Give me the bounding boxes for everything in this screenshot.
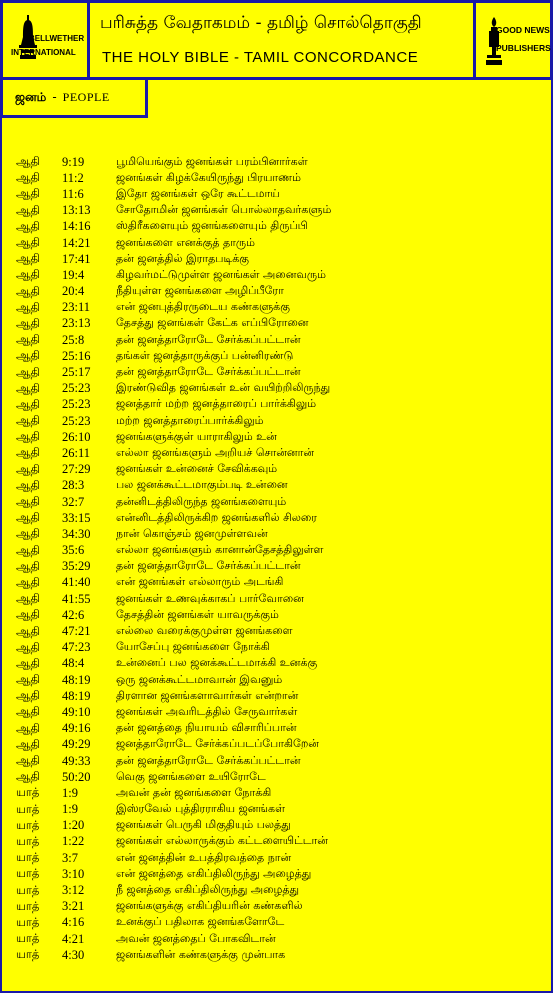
entry-book: ஆதி bbox=[16, 591, 40, 606]
entry-text: ஜனங்கள் பெருகி மிகுதியும் பலத்து bbox=[116, 818, 291, 832]
entry-text: உன்னைப் பல ஜனக்கூட்டமாக்கி உனக்கு bbox=[116, 656, 318, 670]
list-item bbox=[16, 688, 331, 704]
entry-text: ஜனங்கள் உணவுக்காகப் பார்வோனை bbox=[116, 591, 304, 605]
entry-text: ஜனங்கள் அவரிடத்தில் சேருவார்கள் bbox=[116, 704, 298, 718]
entry-reference: 32:7 bbox=[62, 494, 85, 509]
entry-text: ஜனத்தாரோடே சேர்க்கப்படப்போகிறேன் bbox=[116, 737, 319, 751]
entry-book: ஆதி bbox=[16, 315, 40, 330]
list-item bbox=[16, 899, 331, 915]
list-item bbox=[16, 219, 331, 235]
entry-reference: 4:30 bbox=[62, 947, 85, 962]
entry-reference: 3:12 bbox=[62, 883, 85, 898]
entry-reference: 48:4 bbox=[62, 656, 85, 671]
entry-book: ஆதி bbox=[16, 267, 40, 282]
entry-reference: 50:20 bbox=[62, 769, 91, 784]
list-item bbox=[16, 850, 331, 866]
list-item bbox=[16, 170, 331, 186]
entry-book: ஆதி bbox=[16, 688, 40, 703]
list-item bbox=[16, 526, 331, 542]
entry-book: யாத் bbox=[16, 850, 40, 865]
entry-book: ஆதி bbox=[16, 736, 40, 751]
section-separator: - bbox=[52, 90, 57, 104]
entry-reference: 19:4 bbox=[62, 267, 85, 282]
logo-text-line1: GOOD NEWS bbox=[496, 25, 550, 35]
entry-reference: 41:40 bbox=[62, 575, 91, 590]
list-item bbox=[16, 785, 331, 801]
entry-reference: 23:13 bbox=[62, 316, 91, 331]
title-english: THE HOLY BIBLE - TAMIL CONCORDANCE bbox=[102, 49, 419, 66]
entry-reference: 41:55 bbox=[62, 591, 91, 606]
entry-text: தேசத்து ஜனங்கள் கேட்க எப்பிரோனை bbox=[116, 316, 309, 330]
entry-reference: 14:16 bbox=[62, 219, 91, 234]
entry-book: ஆதி bbox=[16, 526, 40, 541]
entry-book: ஆதி bbox=[16, 235, 40, 250]
entry-reference: 48:19 bbox=[62, 688, 91, 703]
entry-book: யாத் bbox=[16, 817, 40, 832]
entry-book: ஆதி bbox=[16, 704, 40, 719]
list-item bbox=[16, 381, 331, 397]
entry-reference: 49:33 bbox=[62, 753, 91, 768]
entry-text: தன் ஜனத்தாரோடே சேர்க்கப்பட்டான் bbox=[116, 559, 301, 573]
entry-book: ஆதி bbox=[16, 477, 40, 492]
section-header bbox=[0, 77, 148, 118]
logo-text-line2: PUBLISHERS bbox=[496, 43, 551, 53]
list-item bbox=[16, 931, 331, 947]
entry-text: என் ஜனத்தை எகிப்திலிருந்து அழைத்து bbox=[116, 866, 312, 880]
section-word-english: PEOPLE bbox=[62, 90, 110, 104]
entry-book: ஆதி bbox=[16, 574, 40, 589]
entry-book: ஆதி bbox=[16, 720, 40, 735]
list-item bbox=[16, 737, 331, 753]
section-title bbox=[15, 90, 110, 106]
entry-text: தன் ஜனத்தில் இராதபடிக்கு bbox=[116, 251, 249, 265]
list-item bbox=[16, 882, 331, 898]
entry-text: ஜனங்களை எனக்குத் தாரும் bbox=[116, 235, 255, 249]
list-item bbox=[16, 494, 331, 510]
entry-reference: 11:2 bbox=[62, 170, 84, 185]
list-item bbox=[16, 802, 331, 818]
entry-book: ஆதி bbox=[16, 202, 40, 217]
list-item bbox=[16, 591, 331, 607]
entry-reference: 28:3 bbox=[62, 478, 85, 493]
list-item bbox=[16, 332, 331, 348]
list-item bbox=[16, 721, 331, 737]
entry-reference: 48:19 bbox=[62, 672, 91, 687]
entry-text: ஜனங்களின் கண்களுக்கு முன்பாக bbox=[116, 947, 286, 961]
entry-reference: 11:6 bbox=[62, 186, 84, 201]
entry-reference: 1:9 bbox=[62, 785, 78, 800]
entry-text: எல்லா ஜனங்களும் கானான்தேசத்திலுள்ள bbox=[116, 543, 324, 557]
list-item bbox=[16, 445, 331, 461]
list-item bbox=[16, 769, 331, 785]
entry-reference: 26:11 bbox=[62, 445, 91, 460]
entry-reference: 27:29 bbox=[62, 462, 91, 477]
entry-text: என் ஜனத்தின் உபத்திரவத்தை நான் bbox=[116, 850, 292, 864]
entry-text: உனக்குப் பதிலாக ஜனங்களோடே bbox=[116, 915, 285, 929]
entry-book: யாத் bbox=[16, 882, 40, 897]
entry-text: திரளான ஜனங்களாவார்கள் என்றான் bbox=[116, 688, 299, 702]
entry-text: மற்ற ஜனத்தாரைப்பார்க்கிலும் bbox=[116, 413, 264, 427]
entry-reference: 3:10 bbox=[62, 866, 85, 881]
entry-text: தன்னிடத்திலிருந்த ஜனங்களையும் bbox=[116, 494, 287, 508]
entry-reference: 25:16 bbox=[62, 348, 91, 363]
entry-text: தேசத்தின் ஜனங்கள் யாவருக்கும் bbox=[116, 607, 279, 621]
entry-text: ஜனத்தார் மற்ற ஜனத்தாரைப் பார்க்கிலும் bbox=[116, 397, 317, 411]
entry-text: தங்கள் ஜனத்தாருக்குப் பன்னிரண்டு bbox=[116, 348, 294, 362]
list-item bbox=[16, 704, 331, 720]
list-item bbox=[16, 235, 331, 251]
list-item bbox=[16, 656, 331, 672]
entry-book: ஆதி bbox=[16, 186, 40, 201]
entry-reference: 3:7 bbox=[62, 850, 78, 865]
entry-text: நான் கொஞ்சம் ஜனமுள்ளவன் bbox=[116, 526, 268, 540]
list-item bbox=[16, 462, 331, 478]
entry-book: ஆதி bbox=[16, 299, 40, 314]
entry-text: நீதியுள்ள ஜனங்களை அழிப்பீரோ bbox=[116, 284, 284, 298]
list-item bbox=[16, 316, 331, 332]
entry-text: சோதோமின் ஜனங்கள் பொல்லாதவர்களும் bbox=[116, 203, 332, 217]
entry-reference: 25:23 bbox=[62, 397, 91, 412]
entry-text: ஜனங்கள் உன்னைச் சேவிக்கவும் bbox=[116, 462, 278, 476]
entry-text: தன் ஜனத்தாரோடே சேர்க்கப்பட்டான் bbox=[116, 332, 301, 346]
entry-book: ஆதி bbox=[16, 655, 40, 670]
entry-text: ஜனங்கள் கிழக்கேயிருந்து பிரயாணம் bbox=[116, 170, 302, 184]
entry-text: ஒரு ஜனக்கூட்டமாவான் இவனும் bbox=[116, 672, 283, 686]
entry-reference: 47:21 bbox=[62, 624, 91, 639]
entry-book: ஆதி bbox=[16, 639, 40, 654]
entry-text: என் ஜனங்கள் எல்லாரும் அடங்கி bbox=[116, 575, 284, 589]
entry-book: யாத் bbox=[16, 947, 40, 962]
entry-reference: 9:19 bbox=[62, 154, 85, 169]
entry-reference: 23:11 bbox=[62, 300, 91, 315]
list-item bbox=[16, 866, 331, 882]
entry-book: ஆதி bbox=[16, 380, 40, 395]
list-item bbox=[16, 300, 331, 316]
entry-reference: 49:10 bbox=[62, 704, 91, 719]
list-item bbox=[16, 559, 331, 575]
entry-book: ஆதி bbox=[16, 494, 40, 509]
entry-text: இஸ்ரவேல் புத்திரராகிய ஜனங்கள் bbox=[116, 802, 286, 816]
list-item bbox=[16, 947, 331, 963]
list-item bbox=[16, 364, 331, 380]
entry-text: தன் ஜனத்தாரோடே சேர்க்கப்பட்டான் bbox=[116, 753, 301, 767]
entry-text: வெகு ஜனங்களை உயிரோடே bbox=[116, 769, 266, 783]
entry-text: எல்லா ஜனங்களும் அறியச் சொன்னான் bbox=[116, 445, 314, 459]
entry-book: யாத் bbox=[16, 785, 40, 800]
entry-reference: 33:15 bbox=[62, 510, 91, 525]
entry-reference: 20:4 bbox=[62, 284, 85, 299]
entry-text: பூமியெங்கும் ஜனங்கள் பரம்பினார்கள் bbox=[116, 154, 308, 168]
entry-text: இதோ ஜனங்கள் ஒரே கூட்டமாய் bbox=[116, 186, 280, 200]
good-news-logo bbox=[473, 0, 553, 80]
list-item bbox=[16, 186, 331, 202]
list-item bbox=[16, 284, 331, 300]
entry-book: ஆதி bbox=[16, 283, 40, 298]
list-item bbox=[16, 154, 331, 170]
entry-reference: 35:6 bbox=[62, 543, 85, 558]
entry-reference: 49:29 bbox=[62, 737, 91, 752]
entry-reference: 34:30 bbox=[62, 526, 91, 541]
entry-reference: 47:23 bbox=[62, 640, 91, 655]
entry-book: ஆதி bbox=[16, 623, 40, 638]
entry-reference: 3:21 bbox=[62, 899, 85, 914]
list-item bbox=[16, 429, 331, 445]
entry-reference: 1:22 bbox=[62, 834, 85, 849]
list-item bbox=[16, 543, 331, 559]
entry-reference: 26:10 bbox=[62, 429, 91, 444]
entry-text: கிழவர்மட்டுமுள்ள ஜனங்கள் அனைவரும் bbox=[116, 267, 326, 281]
entry-book: ஆதி bbox=[16, 348, 40, 363]
list-item bbox=[16, 623, 331, 639]
entry-reference: 4:16 bbox=[62, 915, 85, 930]
list-item bbox=[16, 640, 331, 656]
list-item bbox=[16, 915, 331, 931]
entry-text: அவன் தன் ஜனங்களை நோக்கி bbox=[116, 785, 272, 799]
entry-book: யாத் bbox=[16, 931, 40, 946]
entry-text: என் ஜனபுத்திரருடைய கண்களுக்கு bbox=[116, 300, 290, 314]
entry-book: ஆதி bbox=[16, 510, 40, 525]
entry-book: ஆதி bbox=[16, 218, 40, 233]
entry-book: ஆதி bbox=[16, 332, 40, 347]
list-item bbox=[16, 575, 331, 591]
entry-text: யோசேப்பு ஜனங்களை நோக்கி bbox=[116, 640, 270, 654]
entry-book: ஆதி bbox=[16, 364, 40, 379]
entry-text: அவன் ஜனத்தைப் போகவிடான் bbox=[116, 931, 276, 945]
list-item bbox=[16, 348, 331, 364]
entry-book: ஆதி bbox=[16, 672, 40, 687]
entry-text: ஜனங்கள் எல்லாருக்கும் கட்டளையிட்டான் bbox=[116, 834, 328, 848]
section-word-tamil: ஜனம் bbox=[15, 90, 47, 104]
entry-text: தன் ஜனத்தை நியாயம் விசாரிப்பான் bbox=[116, 721, 297, 735]
entry-text: பல ஜனக்கூட்டமாகும்படி உன்னை bbox=[116, 478, 288, 492]
list-item bbox=[16, 607, 331, 623]
entry-book: ஆதி bbox=[16, 558, 40, 573]
entry-book: யாத் bbox=[16, 898, 40, 913]
entry-text: ஜனங்களுக்குள் யாராகிலும் உன் bbox=[116, 429, 277, 443]
list-item bbox=[16, 753, 331, 769]
entry-text: என்னிடத்திலிருக்கிற ஜனங்களில் சிலரை bbox=[116, 510, 317, 524]
entry-reference: 14:21 bbox=[62, 235, 91, 250]
entry-reference: 35:29 bbox=[62, 559, 91, 574]
list-item bbox=[16, 413, 331, 429]
entry-text: எல்லை வரைக்குமுள்ள ஜனங்களை bbox=[116, 624, 293, 638]
title-tamil: பரிசுத்த வேதாகமம் - தமிழ் சொல்தொகுதி bbox=[100, 13, 422, 33]
entry-book: ஆதி bbox=[16, 753, 40, 768]
entry-reference: 17:41 bbox=[62, 251, 91, 266]
logo-text-line2: INTERNATIONAL bbox=[11, 48, 76, 57]
list-item bbox=[16, 203, 331, 219]
list-item bbox=[16, 397, 331, 413]
list-item bbox=[16, 251, 331, 267]
list-item bbox=[16, 834, 331, 850]
entry-text: நீ ஜனத்தை எகிப்திலிருந்து அழைத்து bbox=[116, 883, 300, 897]
entry-book: ஆதி bbox=[16, 445, 40, 460]
list-item bbox=[16, 478, 331, 494]
entry-reference: 25:23 bbox=[62, 413, 91, 428]
entry-reference: 1:20 bbox=[62, 818, 85, 833]
entry-book: ஆதி bbox=[16, 542, 40, 557]
entry-book: ஆதி bbox=[16, 170, 40, 185]
entry-reference: 1:9 bbox=[62, 802, 78, 817]
entry-reference: 13:13 bbox=[62, 203, 91, 218]
entry-reference: 42:6 bbox=[62, 607, 85, 622]
entry-book: ஆதி bbox=[16, 413, 40, 428]
entry-text: ஜனங்களுக்கு எகிப்தியரின் கண்களில் bbox=[116, 899, 303, 913]
entry-book: ஆதி bbox=[16, 429, 40, 444]
entry-book: யாத் bbox=[16, 866, 40, 881]
concordance-list bbox=[16, 154, 331, 963]
entry-reference: 25:17 bbox=[62, 365, 91, 380]
title-box bbox=[87, 0, 476, 80]
entry-reference: 4:21 bbox=[62, 931, 85, 946]
entry-book: ஆதி bbox=[16, 607, 40, 622]
logo-text-line1: BELLWETHER bbox=[29, 34, 85, 43]
entry-reference: 49:16 bbox=[62, 721, 91, 736]
entry-reference: 25:23 bbox=[62, 381, 91, 396]
list-item bbox=[16, 267, 331, 283]
list-item bbox=[16, 672, 331, 688]
entry-book: ஆதி bbox=[16, 251, 40, 266]
entry-text: தன் ஜனத்தாரோடே சேர்க்கப்பட்டான் bbox=[116, 365, 301, 379]
entry-reference: 25:8 bbox=[62, 332, 85, 347]
entry-text: இரண்டுவித ஜனங்கள் உன் வயிற்றிலிருந்து bbox=[116, 381, 331, 395]
list-item bbox=[16, 510, 331, 526]
entry-book: ஆதி bbox=[16, 769, 40, 784]
entry-book: யாத் bbox=[16, 801, 40, 816]
entry-book: ஆதி bbox=[16, 154, 40, 169]
bellwether-logo bbox=[0, 0, 90, 80]
entry-text: ஸ்திரீகளையும் ஜனங்களையும் திருப்பி bbox=[116, 219, 308, 233]
list-item bbox=[16, 818, 331, 834]
entry-book: யாத் bbox=[16, 833, 40, 848]
entry-book: ஆதி bbox=[16, 396, 40, 411]
entry-book: யாத் bbox=[16, 914, 40, 929]
entry-book: ஆதி bbox=[16, 461, 40, 476]
